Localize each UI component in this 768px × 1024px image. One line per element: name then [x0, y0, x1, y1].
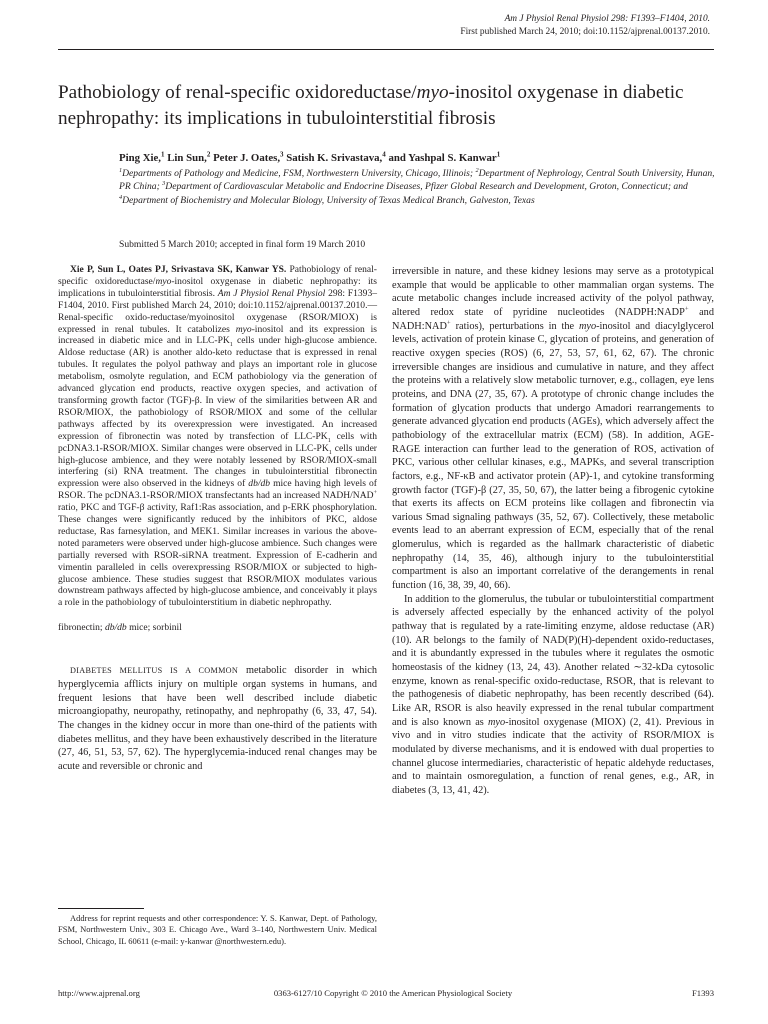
introduction-paragraph: DIABETES MELLITUS IS A COMMON metabolic disorder in which hyperglycemia afflicts injury on multiple organ systems in humans, and frequent lesions that have been well described include diabetic microangiopathy, neuropathy, retinopathy, and nephropathy (6, 33, 47, 54). The changes in the kidney occur in more than one-third of the patients with diabetes mellitus, and they have been exhaustively described in the literature (27, 46, 51, 53, 57, 62). The hyperglycemia-induced renal changes may be acute and reversible or chronic and: [58, 665, 378, 772]
keywords: fibronectin; db/db mice; sorbinil: [58, 622, 182, 634]
author-list: Ping Xie,$^1$ Lin Sun,$^2$ Peter J. Oates,$^3$ Satish K. Srivastava,$^4$ and Yashpal S. Kanwar$^1$: [119, 150, 501, 164]
author: Satish K. Srivastava,: [286, 152, 383, 164]
author: Peter J. Oates,: [213, 152, 281, 164]
right-column: [392, 265, 714, 798]
journal-header: [310, 13, 710, 39]
footnote-rule: [58, 908, 144, 909]
header-rule: [58, 49, 714, 50]
journal-url-link[interactable]: http://www.ajprenal.org: [58, 988, 140, 998]
author: and Yashpal S. Kanwar: [388, 152, 497, 164]
page-number: F1393: [692, 988, 714, 998]
first-published-line: First published March 24, 2010; doi:10.1152/ajprenal.00137.2010.: [460, 27, 710, 37]
left-column: [58, 264, 377, 774]
body-paragraph: In addition to the glomerulus, the tubular or tubulointerstitial compartment is adversely affected especially by the enhanced activity of the polyol pathway that is regulated by a rate-limiting enzyme, aldose reductase (AR) (10). AR belongs to the family of NAD(P)(H)-dependent oxido-reductases, and it is abundantly expressed in the tubules where it regulates the osmotic homeostasis of the kidney (13, 24, 43). Another related ∼32-kDa cytosolic enzyme, known as renal-specific oxido-reductase, RSOR, that is relevant to the pathogenesis of diabetic nephropathy, has been recently described (64). Like AR, RSOR is also heavily expressed in the renal tubular compartment and is also known as myo-inositol oxygenase (MIOX) (2, 41). Previous in vivo and in vitro studies indicate that the activity of RSOR/MIOX is modulated by diverse mechanisms, and it is endowed with dual properties to channel glucose intermediaries, characteristic of hepatic aldehyde reductases, and to maintain osmoregulation, a function of renal genes, e.g., AR, in diabetes (3, 13, 41, 42).: [392, 593, 714, 796]
submission-dates: Submitted 5 March 2010; accepted in final form 19 March 2010: [119, 239, 366, 250]
affiliations: $^1$Departments of Pathology and Medicine, FSM, Northwestern University, Chicago, Illinois; $^2$Department of Nephrology, Central South University, Hunan, PR China; $^3$Department of Cardiovascular Metabolic and Endocrine Diseases, Pfizer Global Research and Development, Groton, Connecticut; and $^4$Department of Biochemistry and Molecular Biology, University of Texas Medical Branch, Galveston, Texas: [119, 166, 715, 206]
correspondence-footnote: Address for reprint requests and other correspondence: Y. S. Kanwar, Dept. of Pathology, FSM, Northwestern Univ., 303 E. Chicago Ave., Ward 3–140, Northwestern Univ. Medical School, Chicago, IL 60611 (e-mail: y-kanwar @northwestern.edu).: [58, 913, 377, 946]
abstract: Xie P, Sun L, Oates PJ, Srivastava SK, Kanwar YS. Pathobiology of renal-specific oxidoreductase/myo-inositol oxygenase in diabetic nephropathy: its implications in tubulointerstitial fibrosis. Am J Physiol Renal Physiol 298: F1393–F1404, 2010. First published March 24, 2010; doi:10.1152/ajprenal.00137.2010.—Renal-specific oxido-reductase/myoinositol oxygenase (RSOR/MIOX) is expressed in renal tubules. It catabolizes myo-inositol and its expression is increased in diabetic mice and in LLC-$PK_1$ cells under high-glucose ambience. Aldose reductase (AR) is another aldo-keto reductase that is expressed in renal tubules. It regulates the polyol pathway and plays an important role in glucose metabolism, osmolyte regulation, and ECM pathobiology via the generation of advanced glycation end products, reactive oxygen species, and activation of transforming growth factor (TGF)-β. In view of the similarities between AR and RSOR/MIOX, the pathobiology of RSOR/MIOX and some of the cellular pathways affected by its overexpression were investigated. An increased expression of fibronectin was noted by transfection of LLC-$PK_1$ cells with pcDNA3.1-RSOR/MIOX. Similar changes were observed in LLC-$PK_1$ cells under high-glucose ambience, and they were notably lessened by RSOR/MIOX-small interfering (si) RNA treatment. The changes in tubulointerstitial fibronectin expression were also observed in the kidneys of db/db mice having high levels of RSOR. The pcDNA3.1-RSOR/MIOX transfectants had an increased NADH/NAD+ ratio, PKC and TGF-β activity, Raf1:Ras association, and p-ERK phosphorylation. These changes were significantly reduced by the inhibitors of PKC, aldose reductase, Ras farnesylation, and MEK1. Similar increases in various the above-noted parameters were observed under high-glucose ambience. Such changes were partially reversed with RSOR-siRNA treatment. Expression of E-cadherin and vimentin paralleled in cells overexpressing RSOR/MIOX or subjected to high-glucose ambience. These studies suggest that RSOR/MIOX modulates various downstream pathways affected by high-glucose ambience, and conceivably it plays a role in the pathobiology of tubulointerstitium in diabetic nephropathy.: [58, 264, 378, 609]
copyright-notice: 0363-6127/10 Copyright © 2010 the American Physiological Society: [273, 988, 513, 998]
article-title: Pathobiology of renal-specific oxidoreductase/myo-inositol oxygenase in diabetic nephropathy: its implications in tubulointerstitial fibrosis: [58, 82, 684, 129]
author: Lin Sun,: [167, 152, 207, 164]
body-paragraph: irreversible in nature, and these kidney lesions may serve as a prototypical example that would be applicable to other mammalian organ systems. The acute metabolic changes include increased activity of the polyol pathway, altered redox state of pyridine nucleotides (NADPH:NADP+ and NADH:NAD+ ratios), perturbations in the myo-inositol and diacylglycerol levels, activation of protein kinase C, glycation of proteins, and generation of reactive oxygen species (ROS) (6, 27, 53, 57, 61, 62, 67). The chronic irreversible changes are insidious and cumulative in nature, and they affect the proteins with a relatively slow metabolic turnover, e.g., collagen, eye lens proteins, and DNA (27, 35, 67). A prototype of chronic change includes the formation of glycation products that undergo Amadori rearrangements to generate advanced glycation end products (AGEs), which adversely affect the pathobiology of the extracellular matrix (ECM) (58). In addition, AGE-RAGE interaction can further lead to the generation of ROS, activation of PKC, various other cellular kinases, e.g., MAPKs, and several transcription factors, e.g., NF-κB and activator protein (AP)-1, and cytokine transforming growth factor (TGF)-β (27, 35, 50, 67), the latter being a fibrogenic cytokine that exerts its affects on ECM proteins like collagen and fibronectin via various Smad signaling pathways (35, 52, 67). Collectively, these metabolic events lead to an aberrant expression of ECM, especially that of the renal glomerulus, which is regarded as the hallmark characteristic of diabetic nephropathy (14, 35, 46), although injury to the tubulointerstitial compartment is also an important correlative of the derangements in renal function (16, 38, 39, 40, 66).: [392, 266, 714, 592]
author: Ping Xie,: [119, 152, 161, 164]
journal-citation: Am J Physiol Renal Physiol 298: F1393–F1404, 2010.: [504, 14, 710, 24]
